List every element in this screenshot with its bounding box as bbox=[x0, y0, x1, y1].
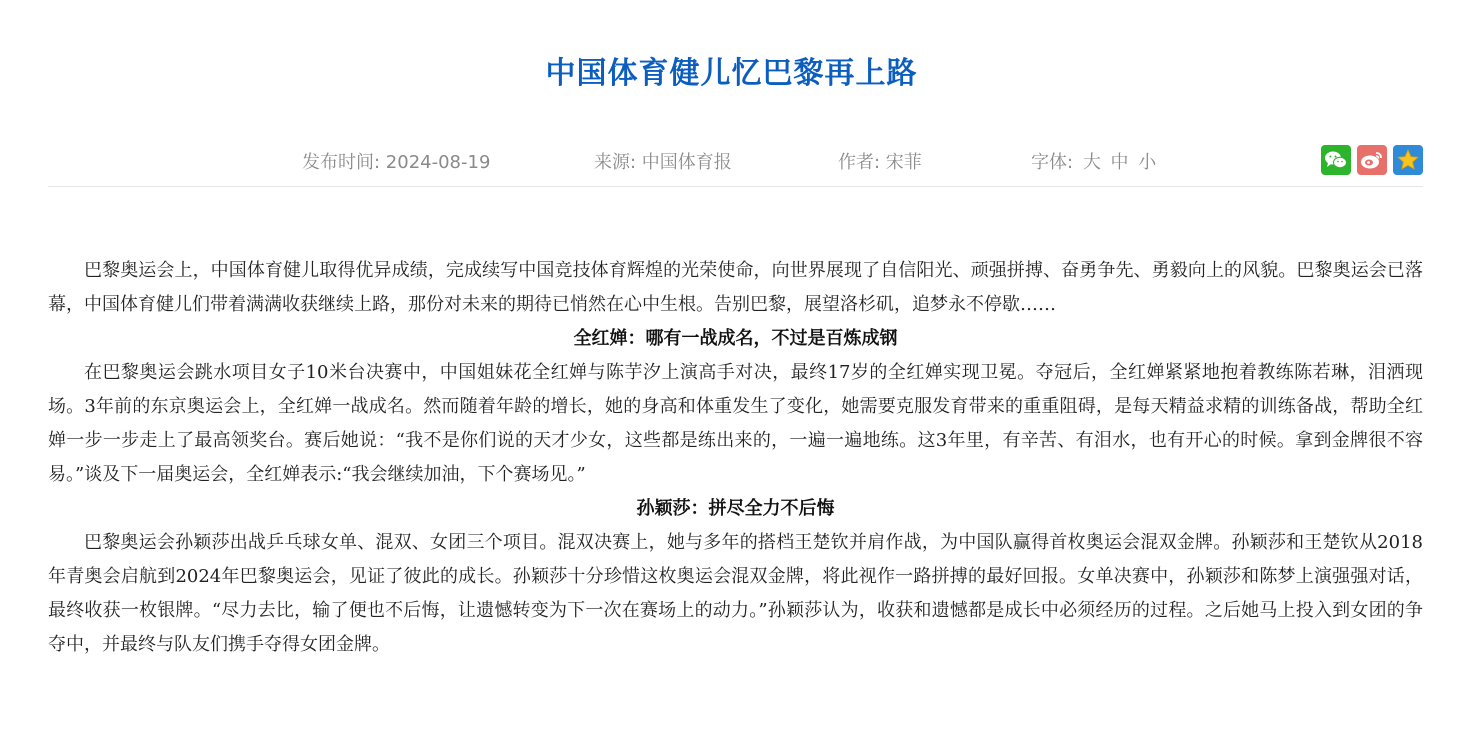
section-heading: 孙颖莎：拼尽全力不后悔 bbox=[636, 498, 835, 519]
share-wechat-button[interactable] bbox=[1321, 145, 1351, 175]
article-body bbox=[48, 254, 1423, 662]
body-paragraph: 在巴黎奥运会跳水项目女子10米台决赛中，中国姐妹花全红婵与陈芋汐上演高手对决，最终17岁的全红婵实现卫冕。夺冠后，全红婵紧紧地抱着教练陈若琳，泪洒现场。3年前的东京奥运会上，全红婵一战成名。然而随着年龄的增长，她的身高和体重发生了变化，她需要克服发育带来的重重阻碍，是每天精益求精的训练备战，帮助全红婵一步一步走上了最高领奖台。赛后她说：“我不是你们说的天才少女，这些都是练出来的，一遍一遍地练。这3年里，有辛苦、有泪水，也有开心的时候。拿到金牌很不容易。”谈及下一届奥运会，全红婵表示:“我会继续加油，下个赛场见。” bbox=[48, 362, 1423, 485]
share-weibo-button[interactable] bbox=[1357, 145, 1387, 175]
font-size-control bbox=[1031, 148, 1156, 174]
publish-date: 发布时间: 2024-08-19 bbox=[302, 152, 491, 173]
font-size-small-button[interactable]: 小 bbox=[1138, 152, 1157, 173]
weibo-icon bbox=[1360, 150, 1384, 170]
header-divider bbox=[48, 186, 1423, 187]
source-label: 来源: 中国体育报 bbox=[594, 152, 732, 173]
font-size-medium-button[interactable]: 中 bbox=[1110, 152, 1129, 173]
body-paragraph: 巴黎奥运会孙颖莎出战乒乓球女单、混双、女团三个项目。混双决赛上，她与多年的搭档王楚钦并肩作战，为中国队赢得首枚奥运会混双金牌。孙颖莎和王楚钦从2018年青奥会启航到2024年巴黎奥运会，见证了彼此的成长。孙颖莎十分珍惜这枚奥运会混双金牌，将此视作一路拼搏的最好回报。女单决赛中，孙颖莎和陈梦上演强强对话，最终收获一枚银牌。“尽力去比，输了便也不后悔，让遗憾转变为下一次在赛场上的动力。”孙颖莎认为，收获和遗憾都是成长中必须经历的过程。之后她马上投入到女团的争夺中，并最终与队友们携手夺得女团金牌。 bbox=[48, 532, 1423, 655]
font-size-label: 字体: bbox=[1031, 152, 1074, 173]
page-title: 中国体育健儿忆巴黎再上路 bbox=[545, 56, 918, 91]
wechat-icon bbox=[1324, 150, 1348, 170]
share-favorite-button[interactable] bbox=[1393, 145, 1423, 175]
star-icon bbox=[1396, 148, 1420, 172]
author-label: 作者: 宋菲 bbox=[838, 152, 922, 173]
section-heading: 全红婵：哪有一战成名，不过是百炼成钢 bbox=[573, 328, 898, 349]
font-size-large-button[interactable]: 大 bbox=[1082, 152, 1101, 173]
intro-paragraph: 巴黎奥运会上，中国体育健儿取得优异成绩，完成续写中国竞技体育辉煌的光荣使命，向世界展现了自信阳光、顽强拼搏、奋勇争先、勇毅向上的风貌。巴黎奥运会已落幕，中国体育健儿们带着满满收获继续上路，那份对未来的期待已悄然在心中生根。告别巴黎，展望洛杉矶，追梦永不停歇…… bbox=[48, 260, 1423, 315]
